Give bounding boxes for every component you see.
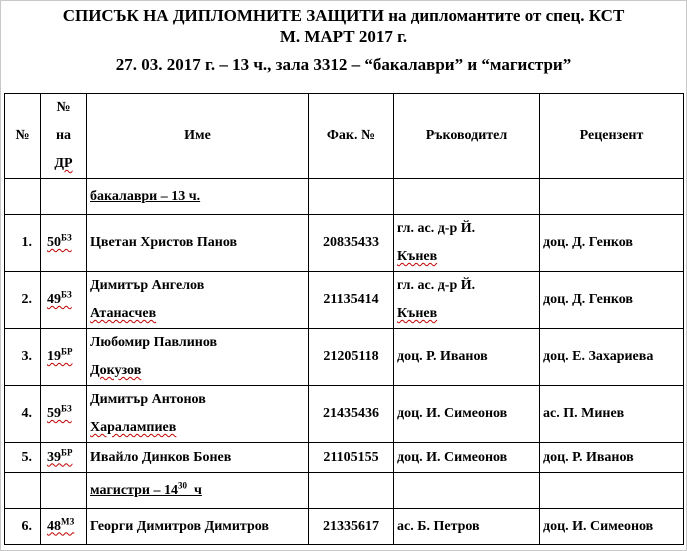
table-row [5, 509, 684, 545]
table-row [5, 386, 684, 443]
row-name: Димитър Ангелов Атанасчев [87, 272, 309, 329]
row-reviewer: доц. Е. Захариева [540, 329, 684, 386]
row-num: 2. [5, 272, 41, 329]
row-reviewer: доц. Д. Генков [540, 215, 684, 272]
row-fac: 21205118 [309, 329, 394, 386]
row-name: Георги Димитров Димитров [87, 509, 309, 545]
row-name: Любомир Павлинов Докузов [87, 329, 309, 386]
row-dr: $59^{БЗ}$ [41, 386, 87, 443]
row-fac: 21135414 [309, 272, 394, 329]
row-dr: $39^{БР}$ [41, 443, 87, 473]
table-row [5, 329, 684, 386]
table-header-row [5, 94, 684, 179]
row-name: Димитър Антонов Харалампиев [87, 386, 309, 443]
table-row [5, 215, 684, 272]
header-num: № [5, 94, 41, 179]
row-dr: $19^{БР}$ [41, 329, 87, 386]
table-row [5, 443, 684, 473]
section-row-masters [5, 473, 684, 509]
section-row-bachelors [5, 179, 684, 215]
section-label-masters: магистри – $14^{30}$ ч [90, 479, 202, 498]
row-supervisor: гл. ас. д-р Й. Кънев [394, 272, 540, 329]
row-fac: 21435436 [309, 386, 394, 443]
row-fac: 20835433 [309, 215, 394, 272]
header-dr-line1: № [56, 100, 71, 115]
document-title: СПИСЪК НА ДИПЛОМНИТЕ ЗАЩИТИ на дипломантите от спец. КСТ [62, 6, 625, 25]
row-dr: $49^{БЗ}$ [41, 272, 87, 329]
row-supervisor: гл. ас. д-р Й. Кънев [394, 215, 540, 272]
header-reviewer: Рецензент [540, 94, 684, 179]
row-fac: 21335617 [309, 509, 394, 545]
header-dr-line3: ДР [54, 156, 73, 171]
header-fac: Фак. № [309, 94, 394, 179]
row-supervisor: доц. Р. Иванов [394, 329, 540, 386]
row-dr: $50^{БЗ}$ [41, 215, 87, 272]
row-reviewer: доц. Д. Генков [540, 272, 684, 329]
header-dr [41, 94, 87, 179]
row-num: 6. [5, 509, 41, 545]
row-fac: 21105155 [309, 443, 394, 473]
header-dr-line2: на [55, 128, 72, 143]
row-reviewer: доц. И. Симеонов [540, 509, 684, 545]
section-label-bachelors: бакалаври – 13 ч. [90, 188, 201, 204]
header-supervisor: Ръководител [394, 94, 540, 179]
header-name: Име [87, 94, 309, 179]
row-supervisor: доц. И. Симеонов [394, 443, 540, 473]
defense-table [4, 93, 684, 545]
row-reviewer: ас. П. Минев [540, 386, 684, 443]
row-dr: $48^{МЗ}$ [41, 509, 87, 545]
row-num: 3. [5, 329, 41, 386]
row-name: Ивайло Динков Бонев [87, 443, 309, 473]
row-num: 4. [5, 386, 41, 443]
row-supervisor: доц. И. Симеонов [394, 386, 540, 443]
row-name: Цветан Христов Панов [87, 215, 309, 272]
document-subtitle-schedule: 27. 03. 2017 г. – 13 ч., зала 3312 – “бакалаври” и “магистри” [115, 55, 572, 74]
row-num: 1. [5, 215, 41, 272]
document-subtitle-month: М. МАРТ 2017 г. [279, 27, 408, 46]
table-row [5, 272, 684, 329]
row-supervisor: ас. Б. Петров [394, 509, 540, 545]
row-reviewer: доц. Р. Иванов [540, 443, 684, 473]
row-num: 5. [5, 443, 41, 473]
